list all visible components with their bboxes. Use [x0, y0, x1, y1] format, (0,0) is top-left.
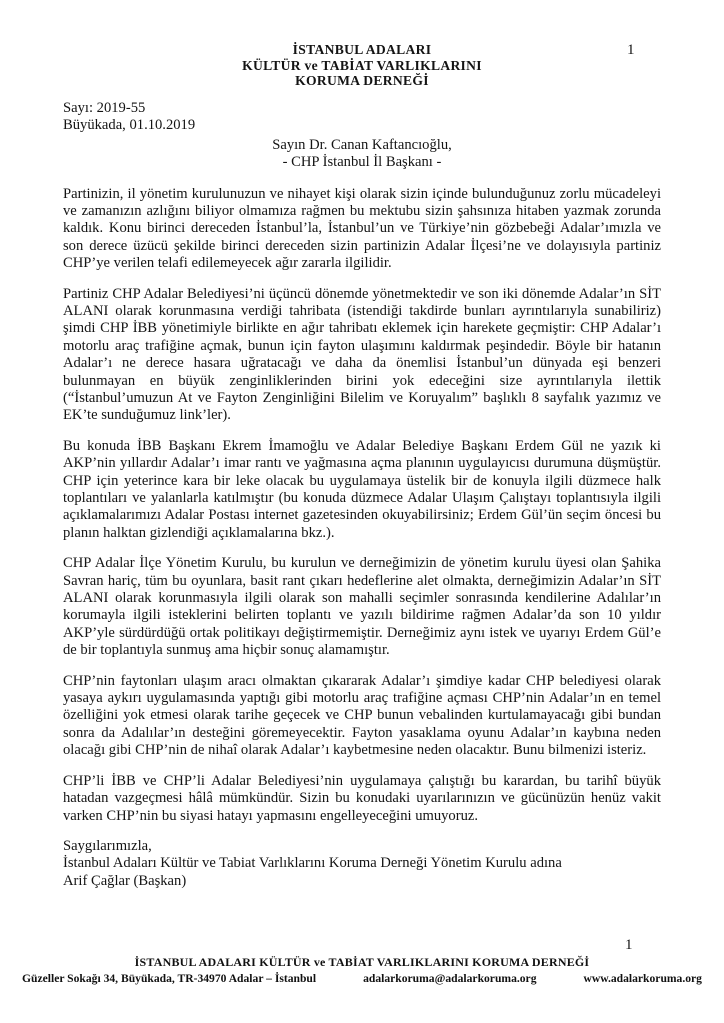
closing-block: [63, 838, 661, 890]
reference-number: Sayı: 2019-55: [63, 99, 146, 116]
page-number-top: 1: [627, 42, 635, 58]
letter-body: [63, 186, 661, 825]
recipient-block: [63, 137, 661, 172]
page-number-bottom: 1: [625, 937, 633, 953]
body-paragraph-2: Partiniz CHP Adalar Belediyesi’ni üçüncü dönemde yönetmektedir ve son iki dönemde Adalar’ın SİT ALANI olarak korunmasına verdiği tahribata (istendiği takdirde bunları ayrıntılarıyla sunabiliriz) şimdi CHP İBB yönetimiyle birlikte en ağır tahribatı eklemek için harekete geçmiştir: CHP Adalar’ı motorlu araç trafiğine açmak, bunun için fayton ulaşımını kaldırmak peşindedir. Böyle bir hatanın Adalar’ı ne derece hasara uğratacağı ve daha da önemlisi İstanbul’un dünyada eşi benzeri bulunmayan en büyük zenginliklerinden birini yok edeceğini size ayrıntılarıyla ilettik (“İstanbul’umuzun At ve Fayton Zenginliğini Bilelim ve Koruyalım” başlıklı 8 sayfalık yazımız ve EK’te sunduğumuz link’ler).: [63, 285, 661, 424]
letter-meta: [63, 100, 661, 135]
letterhead-line-2: KÜLTÜR ve TABİAT VARLIKLARINI: [242, 57, 482, 73]
letterhead-line-1: İSTANBUL ADALARI: [292, 42, 432, 57]
letterhead-line-3: KORUMA DERNEĞİ: [295, 73, 429, 88]
footer-website: www.adalarkoruma.org: [583, 972, 702, 985]
body-paragraph-5: CHP’nin faytonları ulaşım aracı olmaktan çıkararak Adalar’ı şimdiye kadar CHP belediyesi olarak yasaya aykırı uygulamasında yaptığı gibi motorlu araç trafiğine açması CHP’nin Adalar’ın en temel özelliğini yok etmesi olarak tarihe geçecek ve CHP bunun vebalinden kurtulamayacağı gibi bundan sonra da Adalılar’ın desteğini göremeyecektir. Fayton yasaklama oyunu Adalar’ın kaybına neden olacağı gibi CHP’nin de nihaî olarak Adalar’ı kaybetmesine neden olacaktır. Bunu bilmenizi isteriz.: [63, 672, 661, 759]
place-date: Büyükada, 01.10.2019: [63, 117, 196, 133]
body-paragraph-1: Partinizin, il yönetim kurulunuzun ve nihayet kişi olarak sizin içinde bulunduğunuz zorlu mücadeleyi ve zamanızın azlığını biliyor olmamıza rağmen bu mektubu sizin şahsınıza hitaben yazmak zorunda kaldık. Konu birinci dereceden İstanbul’la, İstanbul’un ve Türkiye’nin gözbebeği Adalar’ımızla ve son derece üzücü şekilde birinci dereceden sizin partinizin Adalar İlçesi’ne ve dolayısıyla partiniz CHP’ye verilen telafi edilemeyecek ağır zararla ilgilidir.: [63, 185, 661, 272]
closing-salutation: Saygılarımızla,: [63, 837, 152, 854]
body-paragraph-3: Bu konuda İBB Başkanı Ekrem İmamoğlu ve Adalar Belediye Başkanı Erdem Gül ne yazık ki AKP’nin yıllardır Adalar’ı imar rantı ve yağmasına açma planının uygulayıcısı durumuna düşmüştür. CHP için yeterince kara bir leke olacak bu uygulamaya üstelik bir de konuyla ilgili düzmece halk toplantıları ve yalanlarla katılmıştır (bu konuda düzmece Adalar Ulaşım Çalıştayı toplantısıyla ilgili açıklamalarımızı Adalar Postası internet gazetesinden okuyabilirsiniz; Erdem Gül’ün seçim öncesi bu planın halktan gizlendiği açıklamalarına bkz.).: [63, 437, 661, 541]
closing-organization: İstanbul Adaları Kültür ve Tabiat Varlıklarını Koruma Derneği Yönetim Kurulu adına: [63, 855, 562, 872]
footer-email: adalarkoruma@adalarkoruma.org: [363, 972, 537, 985]
body-paragraph-6: CHP’li İBB ve CHP’li Adalar Belediyesi’nin uygulamaya çalıştığı bu karardan, bu tarihî büyük hatadan vazgeçmesi hâlâ mümkündür. Sizin bu konudaki uyarılarınızın ve gücünüzün henüz vakit varken CHP’nin bu siyasi hatayı yapmasını engelleyeceğini umuyoruz.: [63, 772, 661, 824]
footer-contact-line: [0, 970, 724, 986]
recipient-name: Sayın Dr. Canan Kaftancıoğlu,: [272, 136, 452, 153]
recipient-title: - CHP İstanbul İl Başkanı -: [282, 154, 442, 170]
body-paragraph-4: CHP Adalar İlçe Yönetim Kurulu, bu kurulun ve derneğimizin de yönetim kurulu üyesi olan Şahika Savran hariç, tüm bu oyunlara, basit rant çıkarı hedeflerine alet olmakta, derneğimizin Adalar’ın SİT ALANI olarak korunmasıyla ilgili olarak son mahalli seçimler sonrasında kendilerine Adalılar’ın korumayla ilgili isteklerini belirten toplantı ve yazılı bildirime rağmen Adalar’da son 10 yıldır AKP’yle sürdürdüğü ortak politikayı değiştirmemiştir. Derneğimiz aynı istek ve uyarıyı Erdem Gül’e de bir toplantıyla sunmuş ama hiçbir sonuç alamamıştır.: [63, 555, 661, 659]
footer-org-name: İSTANBUL ADALARI KÜLTÜR ve TABİAT VARLIKLARINI KORUMA DERNEĞİ: [134, 955, 590, 969]
letterhead: [63, 42, 661, 89]
footer-address: Güzeller Sokağı 34, Büyükada, TR-34970 Adalar – İstanbul: [22, 972, 317, 985]
letter-footer: [0, 955, 724, 986]
closing-signer: Arif Çağlar (Başkan): [63, 872, 187, 889]
